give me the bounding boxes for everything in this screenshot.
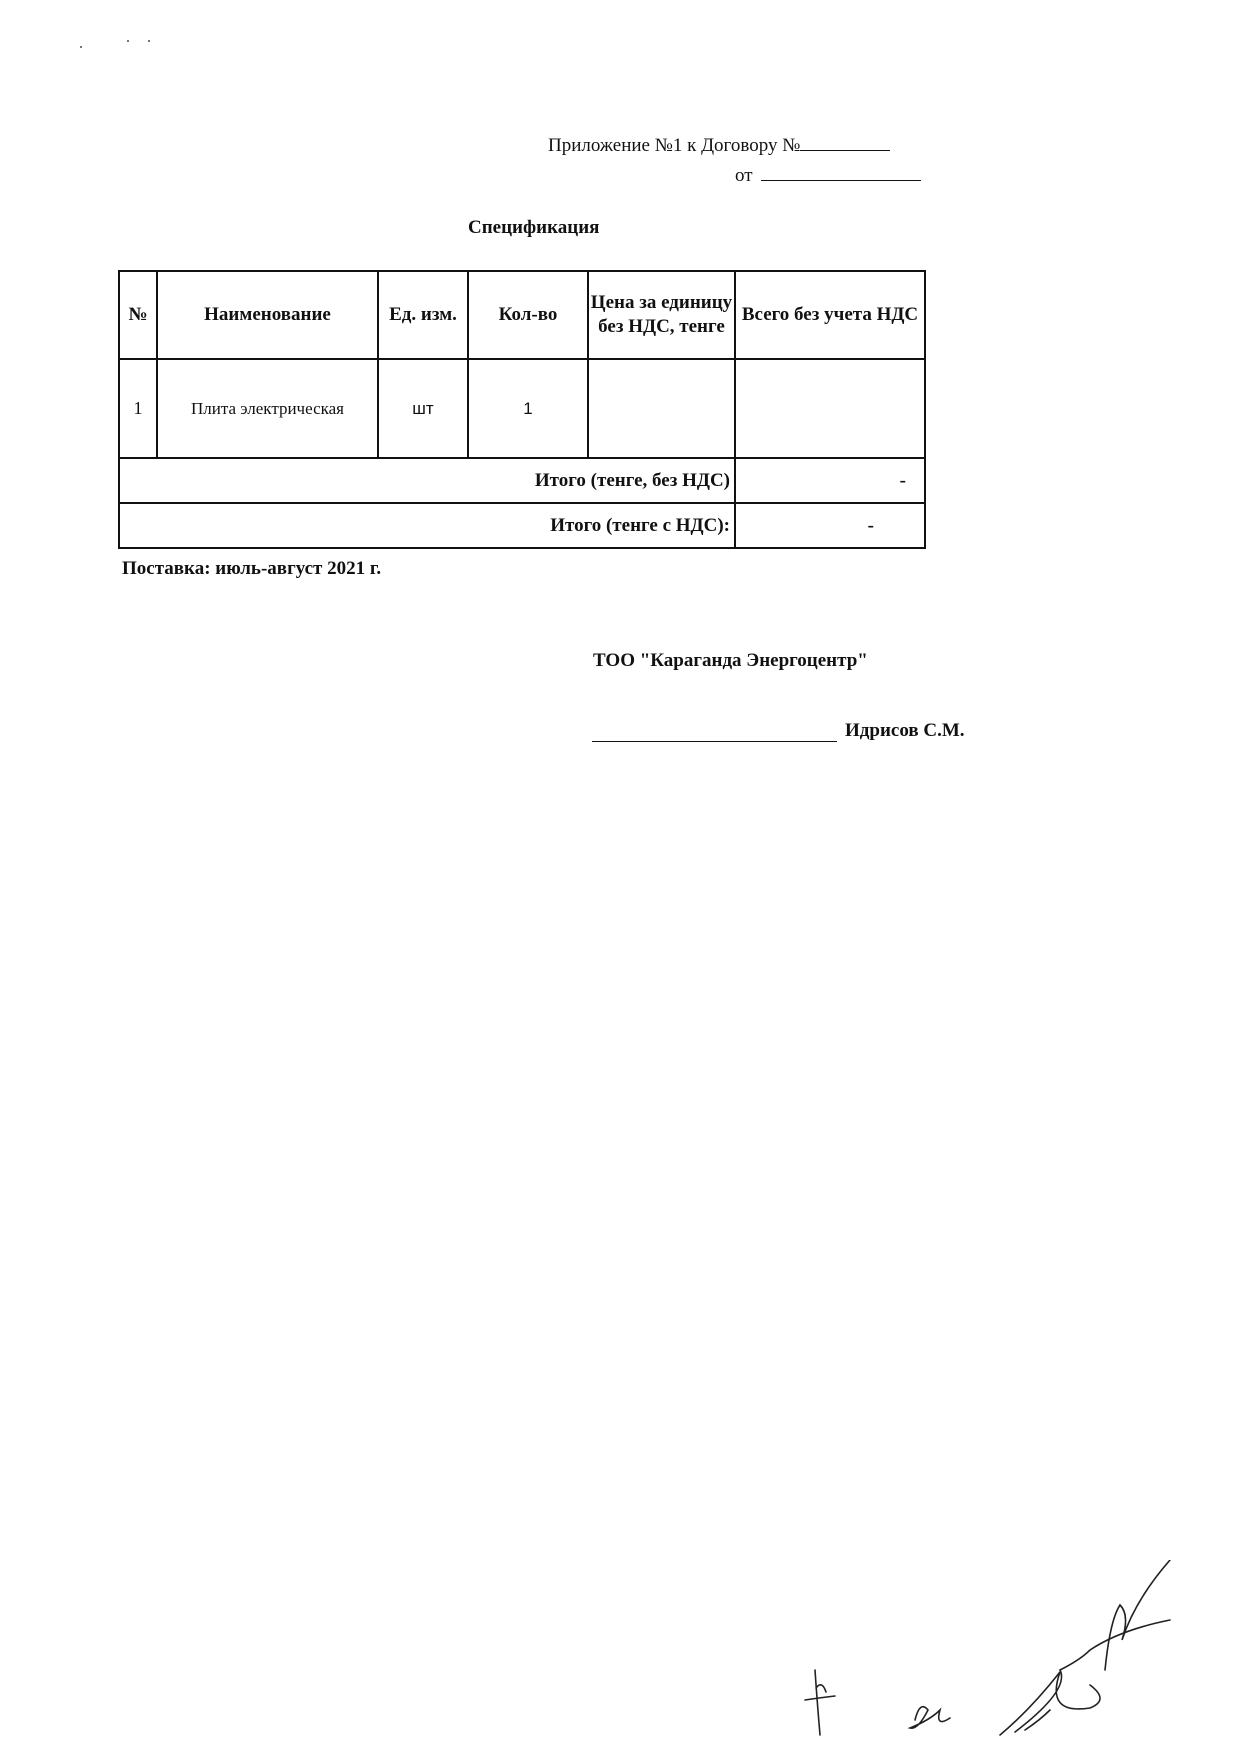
total-with-vat-label: Итого (тенге с НДС):: [119, 503, 735, 548]
appendix-text: Приложение №1 к Договору №: [548, 135, 801, 156]
total-without-vat-row: [119, 458, 925, 503]
initial-mark-2: [910, 1707, 950, 1729]
total-without-vat-label: Итого (тенге, без НДС): [119, 458, 735, 503]
row-quantity: 1: [468, 359, 588, 458]
initial-mark-1: [805, 1670, 835, 1735]
contract-date-blank: [761, 164, 921, 181]
table-header-row: [119, 271, 925, 359]
date-prefix: от: [735, 165, 753, 186]
column-header-quantity: Кол-во: [468, 271, 588, 359]
row-total: [735, 359, 925, 458]
company-name: ТОО "Караганда Энергоцентр": [593, 650, 868, 671]
initial-mark-3: [1000, 1620, 1170, 1735]
column-header-total: Всего без учета НДС: [735, 271, 925, 359]
column-header-unit-price: Цена за единицу без НДС, тенге: [588, 271, 735, 359]
appendix-reference: [548, 134, 890, 157]
contract-date-line: [735, 164, 921, 187]
row-number: 1: [119, 359, 157, 458]
scan-speck: [127, 40, 129, 42]
scan-speck: [148, 40, 150, 42]
total-with-vat-value: -: [735, 503, 925, 548]
row-unit: шт: [378, 359, 468, 458]
total-with-vat-row: [119, 503, 925, 548]
handwritten-initials: [790, 1560, 1210, 1750]
specification-table: [118, 270, 926, 549]
row-unit-price: [588, 359, 735, 458]
contract-number-blank: [800, 134, 890, 151]
scan-speck: [80, 46, 82, 48]
total-without-vat-value: -: [735, 458, 925, 503]
delivery-terms: Поставка: июль-август 2021 г.: [122, 558, 382, 579]
table-row: [119, 359, 925, 458]
signature-line: [592, 740, 837, 742]
signer-name: Идрисов С.М.: [845, 720, 965, 741]
column-header-unit: Ед. изм.: [378, 271, 468, 359]
document-title: Спецификация: [468, 217, 600, 238]
column-header-name: Наименование: [157, 271, 378, 359]
column-header-number: №: [119, 271, 157, 359]
initial-mark-4: [1105, 1560, 1170, 1670]
row-item-name: Плита электрическая: [157, 359, 378, 458]
